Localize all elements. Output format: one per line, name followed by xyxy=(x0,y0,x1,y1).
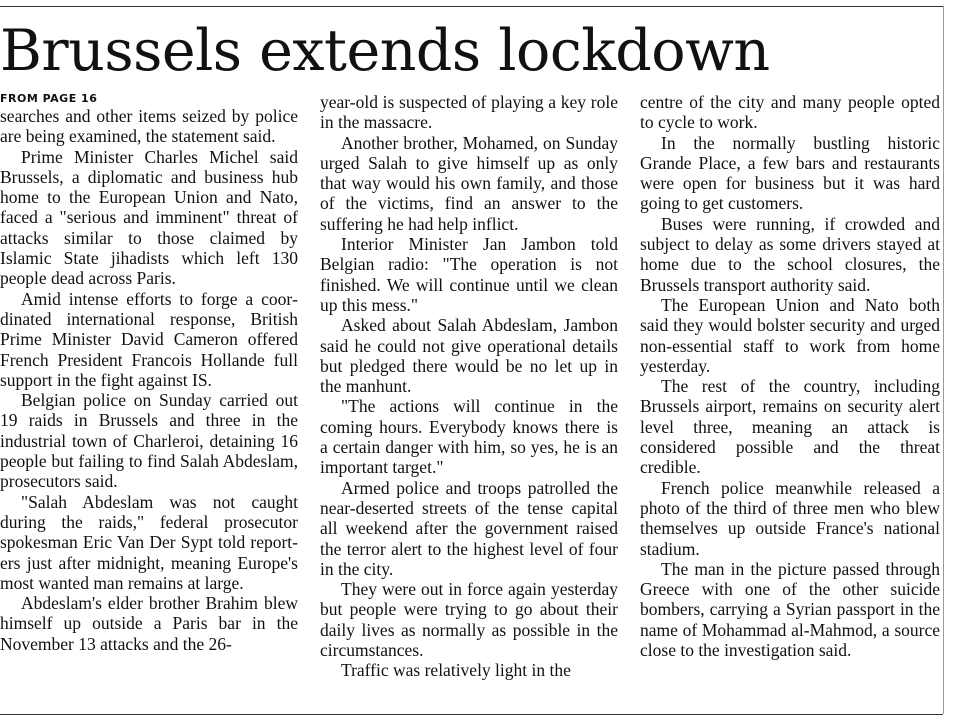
paragraph: Abdeslam's elder brother Brahim blew himself up outside a Paris bar in the November 13 attacks and the 26- xyxy=(0,593,298,654)
paragraph: Traffic was relatively light in the xyxy=(341,660,571,681)
paragraph: "Salah Abdeslam was not caught during the raids," federal prosecutor spokesman Eric Van Der Sypt told reporters just after midnight, meaning Europe's most wanted man remains at large. xyxy=(0,491,298,593)
paragraph: The man in the picture passed through Greece with one of the other suicide bombers, carrying a Syrian passport in the name of Mohammad al-Mahmod, a source close to the investigation said. xyxy=(640,558,940,661)
paragraph: "The actions will continue in the coming hours. Everybody knows there is a certain danger with him, so yes, he is an important target." xyxy=(320,396,618,478)
right-frame-line xyxy=(943,6,944,714)
paragraph: Belgian police on Sunday carried out 19 raids in Brussels and three in the industrial town of Charleroi, detaining 16 people but failing to find Salah Abdeslam, prosecutors said. xyxy=(0,390,298,492)
paragraph: In the normally bustling historic Grande Place, a few bars and restaurants were open for business but it was hard going to get customers. xyxy=(640,132,940,214)
continued-from-kicker: FROM PAGE 16 xyxy=(0,92,98,105)
paragraph: year-old is suspected of playing a key role in the massacre. xyxy=(320,92,618,133)
paragraph: Another brother, Mohamed, on Sunday urged Salah to give himself up as only that way would his own family, and those of the victims, find an answer to the suffering he had help inflict. xyxy=(320,132,618,234)
article-column-2 xyxy=(320,92,618,708)
paragraph: Armed police and troops patrolled the near-deserted streets of the tense capital all weekend after the government raised the terror alert to the highest level of four in the city. xyxy=(320,477,618,579)
headline: Brussels extends lockdown xyxy=(0,18,770,84)
paragraph: The European Union and Nato both said they would bolster security and urged non-essential staff to work from home yesterday. xyxy=(640,294,940,376)
paragraph: The rest of the country, including Brussels airport, remains on security alert level three, meaning an attack is considered possible and the threat credible. xyxy=(640,376,940,478)
top-rule xyxy=(0,6,943,7)
paragraph: searches and other items seized by police are being examined, the statement said. xyxy=(0,106,298,147)
paragraph: Asked about Salah Abdeslam, Jambon said he could not give operational details but pledged there would be no let up in the manhunt. xyxy=(320,315,618,397)
paragraph: centre of the city and many people opted to cycle to work. xyxy=(640,92,940,133)
paragraph: Prime Minister Charles Michel said Brussels, a diplomatic and business hub home to the European Union and Nato, faced a "serious and imminent" threat of attacks similar to those claimed by Islamic State jihadists which left 130 people dead across Paris. xyxy=(0,146,298,289)
bottom-rule xyxy=(0,714,943,715)
paragraph: Buses were running, if crowded and subject to delay as some drivers stayed at home due to the school closures, the Brussels transport authority said. xyxy=(640,213,940,295)
paragraph: They were out in force again yesterday but people were trying to go about their daily lives as normally as possible in the circumstances. xyxy=(320,579,618,661)
paragraph: Amid intense efforts to forge a coordinated international response, British Prime Minister David Cameron offered French President Francois Hollande full support in the fight against IS. xyxy=(0,288,298,390)
article-column-3 xyxy=(640,92,940,708)
article-column-1 xyxy=(0,92,298,708)
paragraph: French police meanwhile released a photo of the third of three men who blew themselves up outside France's national stadium. xyxy=(640,477,940,559)
paragraph: Interior Minister Jan Jambon told Belgian radio: "The operation is not finished. We will continue until we clean up this mess." xyxy=(320,234,618,315)
